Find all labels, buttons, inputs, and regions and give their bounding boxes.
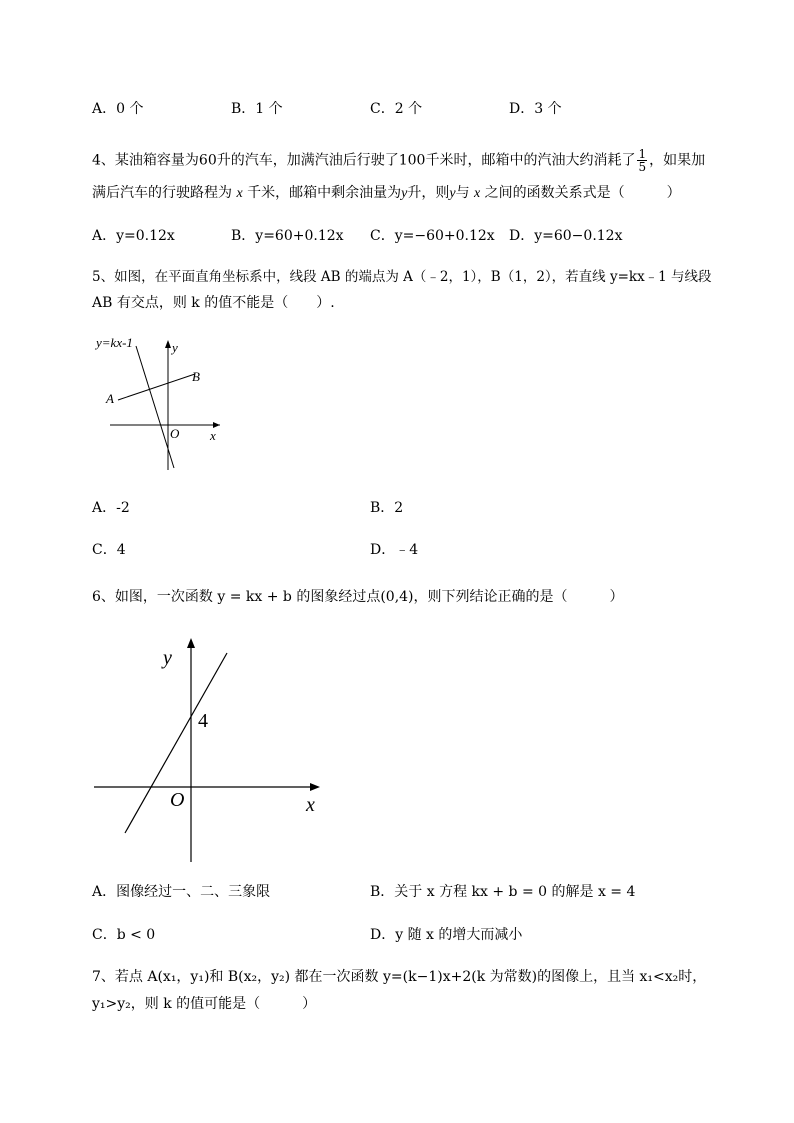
q4-option-b: B．y=60+0.12x (231, 228, 344, 244)
y-axis-arrow (187, 638, 195, 648)
fraction-denominator: 5 (638, 160, 647, 174)
q4-text: 满后汽车的行驶路程为 (92, 185, 237, 201)
q4-text: 千米，邮箱中剩余油量为 (242, 185, 402, 201)
segment-ab (118, 374, 195, 400)
q3-option-a: A．0 个 (92, 101, 144, 117)
intercept-label: 4 (198, 710, 208, 732)
var-x: x (236, 186, 243, 201)
var-y: y (401, 186, 408, 201)
q4-option-d: D．y=60−0.12x (509, 228, 623, 244)
q6-option-b: B．关于 x 方程 kx + b = 0 的解是 x = 4 (370, 884, 636, 900)
x-axis-label: x (306, 794, 315, 816)
q5-stem-line2: AB 有交点，则 k 的值不能是（ ）. (92, 295, 335, 311)
q3-option-b: B．1 个 (231, 101, 283, 117)
point-b-label: B (192, 369, 200, 384)
q4-stem-text-end: ，如果加 (649, 152, 706, 169)
q6-option-a: A．图像经过一、二、三象限 (92, 884, 271, 900)
q3-option-d: D．3 个 (509, 101, 562, 117)
var-y: y (449, 186, 456, 201)
x-axis-label: x (210, 428, 216, 443)
q5-option-a: A．-2 (92, 500, 130, 516)
y-axis-label: y (172, 340, 178, 355)
q4-fraction (637, 148, 647, 173)
y-axis-arrow (165, 340, 171, 348)
q7-stem-line2: y₁>y₂，则 k 的值可能是（ ） (92, 996, 317, 1012)
q4-stem-text: 4、某油箱容量为60升的汽车，加满汽油后行驶了100千米时，邮箱中的汽油大约消耗了 (92, 152, 636, 169)
q5-option-b: B．2 (370, 500, 404, 516)
origin-label: O (170, 789, 185, 811)
q5-stem-line1: 5、如图，在平面直角坐标系中，线段 AB 的端点为 A（﹣2，1），B（1，2），若直线 y=kx﹣1 与线段 (92, 269, 712, 285)
fraction-numerator: 1 (638, 147, 647, 161)
q5-option-c: C．4 (92, 542, 126, 558)
q6-option-c: C．b < 0 (92, 927, 156, 943)
q4-text: 之间的函数关系式是（ ） (480, 185, 681, 201)
line-label: y=kx-1 (96, 335, 133, 350)
q7-stem-line1: 7、若点 A(x₁，y₁)和 B(x₂，y₂) 都在一次函数 y=(k−1)x+2(k 为常数)的图像上，且当 x₁<x₂时， (92, 969, 707, 985)
q4-text: 升，则 (407, 185, 450, 201)
q4-option-a: A．y=0.12x (92, 228, 175, 244)
y-axis-label: y (163, 647, 172, 669)
origin-label: O (170, 426, 180, 441)
x-axis-arrow (310, 783, 320, 791)
var-x: x (474, 186, 481, 201)
q4-stem-line1 (92, 148, 705, 173)
point-a-label: A (106, 391, 114, 406)
q4-stem-line2 (92, 184, 681, 203)
q5-figure (90, 330, 230, 480)
q5-option-d: D．﹣4 (370, 542, 419, 558)
q6-option-d: D．y 随 x 的增大而减小 (370, 927, 523, 943)
q3-option-c: C．2 个 (370, 101, 423, 117)
q4-option-c: C．y=−60+0.12x (370, 228, 495, 244)
q6-stem: 6、如图，一次函数 y = kx + b 的图象经过点(0,4)，则下列结论正确的是（ ） (92, 589, 624, 605)
q4-text: 与 (455, 185, 475, 201)
q6-figure (90, 630, 330, 870)
